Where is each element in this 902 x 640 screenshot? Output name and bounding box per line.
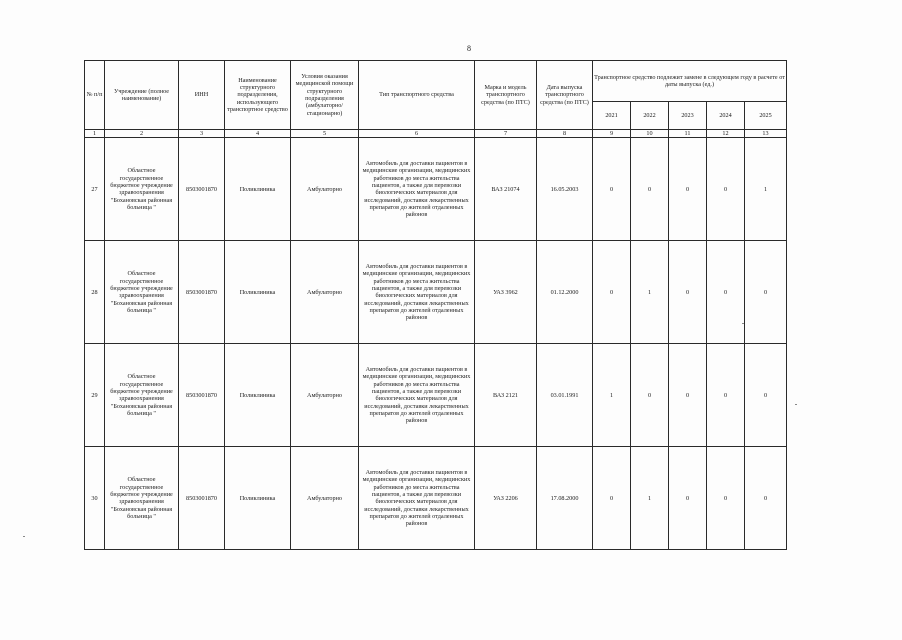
row-year-2024: 0 — [707, 344, 745, 447]
row-year-2024: 0 — [707, 241, 745, 344]
row-subdivision: Поликлиника — [225, 447, 291, 550]
row-conditions: Амбулаторно — [291, 447, 359, 550]
header-release-date: Дата выпуска транспортного средства (по ПТС) — [537, 61, 593, 130]
row-inn: 8503001870 — [179, 344, 225, 447]
row-year-2022: 0 — [631, 138, 669, 241]
row-inn: 8503001870 — [179, 447, 225, 550]
column-number: 3 — [179, 130, 225, 138]
row-vehicle-type: Автомобиль для доставки пациентов в медицинские организации, медицинских работников до места жительства пациентов, а также для перевозки биологических материалов для исследований, доставки лекарственных препаратов до жителей отдаленных районов — [359, 241, 475, 344]
row-year-2022: 1 — [631, 241, 669, 344]
table-row — [85, 138, 787, 241]
header-model: Марка и модель транспортного средства (по ПТС) — [475, 61, 537, 130]
table-row — [85, 447, 787, 550]
row-year-2024: 0 — [707, 138, 745, 241]
column-number: 13 — [745, 130, 787, 138]
row-institution: Областное государственное бюджетное учреждение здравоохранения "Бохановская районная больница " — [105, 138, 179, 241]
column-number: 1 — [85, 130, 105, 138]
column-number: 6 — [359, 130, 475, 138]
row-release-date: 16.05.2003 — [537, 138, 593, 241]
vehicle-replacement-table — [84, 60, 787, 550]
header-num: № п/п — [85, 61, 105, 130]
row-year-2024: 0 — [707, 447, 745, 550]
row-year-2021: 0 — [593, 241, 631, 344]
row-institution: Областное государственное бюджетное учреждение здравоохранения "Бохановская районная больница " — [105, 241, 179, 344]
row-year-2025: 0 — [745, 447, 787, 550]
header-year: 2024 — [707, 102, 745, 130]
row-release-date: 01.12.2000 — [537, 241, 593, 344]
row-inn: 8503001870 — [179, 241, 225, 344]
column-number-row — [85, 130, 787, 138]
scan-speck — [795, 404, 797, 405]
header-year: 2021 — [593, 102, 631, 130]
row-year-2021: 0 — [593, 138, 631, 241]
row-subdivision: Поликлиника — [225, 344, 291, 447]
header-institution: Учреждение (полное наименование) — [105, 61, 179, 130]
row-conditions: Амбулаторно — [291, 241, 359, 344]
row-year-2022: 1 — [631, 447, 669, 550]
row-model: УАЗ 2206 — [475, 447, 537, 550]
column-number: 12 — [707, 130, 745, 138]
row-vehicle-type: Автомобиль для доставки пациентов в медицинские организации, медицинских работников до места жительства пациентов, а также для перевозки биологических материалов для исследований, доставки лекарственных препаратов до жителей отдаленных районов — [359, 447, 475, 550]
column-number: 10 — [631, 130, 669, 138]
header-year: 2022 — [631, 102, 669, 130]
row-year-2025: 1 — [745, 138, 787, 241]
row-release-date: 03.01.1991 — [537, 344, 593, 447]
row-release-date: 17.08.2000 — [537, 447, 593, 550]
row-model: ВАЗ 2121 — [475, 344, 537, 447]
row-institution: Областное государственное бюджетное учреждение здравоохранения "Бохановская районная больница " — [105, 344, 179, 447]
row-vehicle-type: Автомобиль для доставки пациентов в медицинские организации, медицинских работников до места жительства пациентов, а также для перевозки биологических материалов для исследований, доставки лекарственных препаратов до жителей отдаленных районов — [359, 138, 475, 241]
column-number: 11 — [669, 130, 707, 138]
row-conditions: Амбулаторно — [291, 344, 359, 447]
row-inn: 8503001870 — [179, 138, 225, 241]
column-number: 9 — [593, 130, 631, 138]
row-model: ВАЗ 21074 — [475, 138, 537, 241]
scan-speck — [742, 323, 744, 324]
table-row — [85, 344, 787, 447]
row-model: УАЗ 3962 — [475, 241, 537, 344]
row-num: 27 — [85, 138, 105, 241]
table-row — [85, 241, 787, 344]
row-subdivision: Поликлиника — [225, 241, 291, 344]
row-num: 29 — [85, 344, 105, 447]
page-number: 8 — [467, 44, 471, 53]
header-inn: ИНН — [179, 61, 225, 130]
row-subdivision: Поликлиника — [225, 138, 291, 241]
header-replacement: Транспортное средство подлежит замене в следующем году в расчете от даты выпуска (ед.) — [593, 61, 787, 102]
row-institution: Областное государственное бюджетное учреждение здравоохранения "Бохановская районная больница " — [105, 447, 179, 550]
row-year-2025: 0 — [745, 344, 787, 447]
row-year-2023: 0 — [669, 344, 707, 447]
header-year: 2025 — [745, 102, 787, 130]
column-number: 2 — [105, 130, 179, 138]
header-subdivision: Наименование структурного подразделения, использующего транспортное средство — [225, 61, 291, 130]
row-year-2021: 0 — [593, 447, 631, 550]
header-year: 2023 — [669, 102, 707, 130]
column-number: 5 — [291, 130, 359, 138]
scan-speck — [23, 536, 25, 537]
header-vehicle-type: Тип транспортного средства — [359, 61, 475, 130]
row-year-2023: 0 — [669, 241, 707, 344]
row-num: 30 — [85, 447, 105, 550]
header-conditions: Условия оказания медицинской помощи структурного подразделения (амбулаторно/ стационарно) — [291, 61, 359, 130]
row-conditions: Амбулаторно — [291, 138, 359, 241]
column-number: 4 — [225, 130, 291, 138]
row-year-2021: 1 — [593, 344, 631, 447]
column-number: 8 — [537, 130, 593, 138]
row-year-2025: 0 — [745, 241, 787, 344]
row-year-2023: 0 — [669, 138, 707, 241]
row-year-2022: 0 — [631, 344, 669, 447]
row-year-2023: 0 — [669, 447, 707, 550]
column-number: 7 — [475, 130, 537, 138]
row-vehicle-type: Автомобиль для доставки пациентов в медицинские организации, медицинских работников до места жительства пациентов, а также для перевозки биологических материалов для исследований, доставки лекарственных препаратов до жителей отдаленных районов — [359, 344, 475, 447]
row-num: 28 — [85, 241, 105, 344]
